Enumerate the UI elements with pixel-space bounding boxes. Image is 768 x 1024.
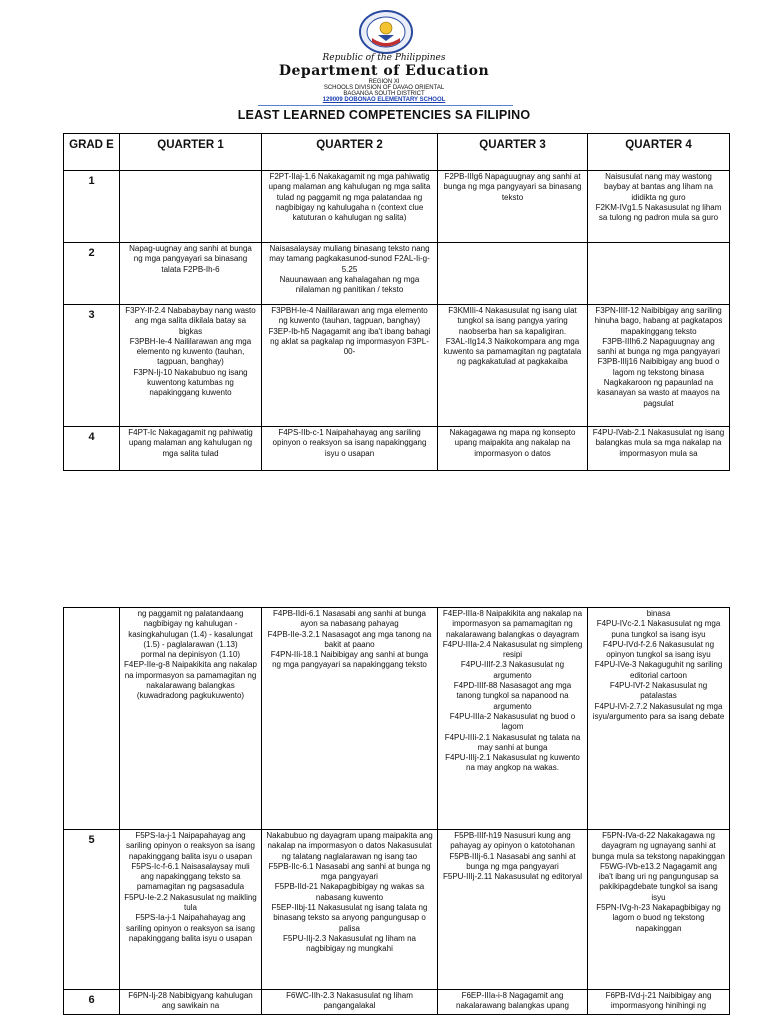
competency-text: F5PB-IIIj-6.1 Nasasabi ang sanhi at bunga ng mga pangyayari <box>449 851 576 871</box>
competency-text: F4PB-IIdi-6.1 Nasasabi ang sanhi at bunga ayon sa nabasang pahayag <box>273 609 426 629</box>
competency-text: Naisusulat nang may wastong baybay at bantas ang liham na ididikta ng guro <box>604 172 713 202</box>
competency-text: binasa <box>646 609 671 618</box>
competency-text: F4EP-IIIa-8 Naipakikita ang nakalap na impormasyon sa pamamagitan ng nakalarawang balangkas o dayagram <box>442 609 583 639</box>
competency-text: F4PU-IIIi-2.1 Nakasusulat ng talata na may sanhi at bunga <box>444 732 581 752</box>
competency-text: F4PS-IIb-c-1 Naipahahayag ang sariling opinyon o reaksyon sa isang napakinggang isyu o usapan <box>272 428 427 458</box>
grade-cell: 3 <box>64 305 120 427</box>
quarter-3-cell <box>438 427 588 471</box>
quarter-3-cell <box>438 990 588 1015</box>
competency-text: F5PN-IVg-h-23 Nakapagbibigay ng lagom o buod ng tekstong napakinggan <box>596 903 721 933</box>
competency-text: F5EP-IIbj-11 Nakasusulat ng isang talata ng binasang teksto sa anyong pangungusap o palisa <box>271 903 428 933</box>
quarter-4-cell <box>588 305 730 427</box>
competency-text: F2KM-IVg1.5 Nakasusulat ng liham sa tulong ng padron mula sa guro <box>595 202 722 223</box>
competency-text: F4PN-IIi-18.1 Naibibigay ang sanhi at bunga ng mga pangyayari sa napakinggang teksto <box>270 650 429 670</box>
district-line: BAGANGA SOUTH DISTRICT <box>343 91 425 97</box>
competency-text: F3KMIIi-4 Nakasusulat ng isang ulat tungkol sa isang pangya yaring naobserba han sa kapaligiran. <box>448 306 577 336</box>
competency-text: F4PU-IVd-f-2.6 Nakasusulat ng opinyon tungkol sa isang isyu <box>602 639 715 660</box>
competency-text: pormal na depinisyon (1.10) <box>140 650 241 660</box>
competency-text: F6WC-IIh-2.3 Nakasusulat ng liham pangangalakal <box>286 991 413 1011</box>
quarter-4-cell <box>588 608 730 830</box>
header-quarter-3: QUARTER 3 <box>438 134 588 171</box>
table-row <box>64 990 730 1015</box>
competency-text: F3PY-If-2.4 Nababaybay nang wasto ang mga salita dikilala batay sa bigkas <box>125 306 256 336</box>
competency-text: F4PU-IVi-2.7.2 Nakasusulat ng mga isyu/argumento para sa isang debate <box>592 701 725 721</box>
republic-line: Republic of the Philippines <box>322 53 446 63</box>
grade-cell: 6 <box>64 990 120 1015</box>
competency-text: F4PU-IIIa-2 Nakasusulat ng buod o lagom <box>449 711 576 732</box>
school-line: 129009 DOBONAO ELEMENTARY SCHOOL <box>322 97 446 103</box>
header-divider <box>258 105 513 106</box>
grade-cell <box>64 608 120 830</box>
grade-cell: 1 <box>64 171 120 243</box>
competency-text: F4PU-IIIf-2.3 Nakasusulat ng argumento <box>460 660 565 680</box>
department-name: Department of Education <box>278 63 490 79</box>
competency-text: F3PN-Ij-10 Nakabubuo ng isang kuwentong katumbas ng napakinggang kuwento <box>133 367 248 398</box>
quarter-3-cell <box>438 243 588 305</box>
competencies-table-page1 <box>63 133 730 471</box>
header-quarter-2: QUARTER 2 <box>262 134 438 171</box>
competency-text: F4PU-IVf-2 Nakasusulat ng patalastas <box>609 681 708 701</box>
table-row <box>64 243 730 305</box>
competency-text: F5PS-Ic-f-6.1 Naisasalaysay muli ang napakinggang teksto sa pamamagitan ng pagsasadula <box>131 861 250 892</box>
grade-cell: 5 <box>64 830 120 990</box>
region-line: REGION XI <box>368 79 400 85</box>
competency-text: F5PU-Ie-2.2 Nakasusulat ng maikling tula <box>124 892 257 913</box>
quarter-3-cell <box>438 830 588 990</box>
quarter-4-cell <box>588 990 730 1015</box>
competency-text: F4PU-IVc-2.1 Nakasusulat ng mga puna tungkol sa isang isyu <box>596 619 721 639</box>
competency-text: F4PU-IIIj-2.1 Nakasusulat ng kuwento na may angkop na wakas. <box>445 753 580 773</box>
competency-text: Nakabubuo ng dayagram upang maipakita ang nakalap na impormasyon o datos Nakasusulat ng talatang naglalarawan ng isang tao <box>266 831 433 861</box>
deped-seal-icon <box>356 8 416 56</box>
letterhead <box>0 0 768 106</box>
competency-text: F5PB-IIc-6.1 Nasasabi ang sanhi at bunga ng mga pangyayari <box>268 861 431 882</box>
quarter-2-cell <box>262 427 438 471</box>
quarter-1-cell <box>120 243 262 305</box>
competency-text: F5PN-IVa-d-22 Nakakagawa ng dayagram ng ugnayang sanhi at bunga mula sa tekstong napakinggan <box>592 831 725 861</box>
quarter-4-cell <box>588 830 730 990</box>
competency-text: F5PB-IId-21 Nakapagbibigay ng wakas sa nabasang kuwento <box>274 882 425 902</box>
quarter-4-cell <box>588 243 730 305</box>
competency-text: F4PT-Ic Nakagagamit ng pahiwatig upang malaman ang kahulugan ng mga salita tulad <box>128 428 253 458</box>
quarter-3-cell <box>438 305 588 427</box>
quarter-1-cell <box>120 171 262 243</box>
table-row <box>64 427 730 471</box>
competency-text: F5PU-IIj-2.3 Nakasusulat ng liham na nagbibigay ng mungkahi <box>283 933 416 954</box>
quarter-2-cell <box>262 305 438 427</box>
competency-text: F2PT-IIaj-1.6 Nakakagamit ng mga pahiwatig upang malaman ang kahulugan ng mga salita tulad ng paggamit ng mga palatandaa ng nagbibigay ng kahulugaha n (context clue katuturan o kahulugan ng salita) <box>268 172 431 223</box>
competency-text: F5WG-IVb-e13.2 Nagagamit ang iba't ibang uri ng pangungusap sa pakikipagdebate tungkol sa isang isyu <box>598 861 719 902</box>
grade-cell: 2 <box>64 243 120 305</box>
grade-cell: 4 <box>64 427 120 471</box>
competency-text: F6PB-IVd-j-21 Naibibigay ang impormasyong hinihingi ng <box>605 991 712 1011</box>
competency-text: F3EP-Ib-h5 Nagagamit ang iba't ibang bahagi ng aklat sa pagkalap ng impormasyon F3PL-00- <box>268 326 431 357</box>
header-quarter-1: QUARTER 1 <box>120 134 262 171</box>
competency-text: F3PB-IIIh6.2 Napaguugnay ang sanhi at bunga ng mga pangyayari <box>597 336 720 357</box>
competency-text: F4PU-IIIa-2.4 Nakasusulat ng simpleng resipi <box>442 639 583 660</box>
competency-text: F6EP-IIIa-i-8 Nagagamit ang nakalarawang balangkas upang <box>456 991 569 1011</box>
division-line: SCHOOLS DIVISION OF DAVAO ORIENTAL <box>323 85 445 91</box>
table-row <box>64 608 730 830</box>
competency-text: F5PB-IIIf-h19 Nasusuri kung ang pahayag ay opinyon o katotohanan <box>450 831 575 851</box>
quarter-1-cell <box>120 608 262 830</box>
quarter-1-cell <box>120 305 262 427</box>
table-row <box>64 305 730 427</box>
quarter-2-cell <box>262 830 438 990</box>
quarter-2-cell <box>262 990 438 1015</box>
quarter-2-cell <box>262 243 438 305</box>
competency-text: ng paggamit ng palatandaang nagbibigay ng kahulugan - kasingkahulugan (1.4) - kasalungat (1.5) - paglalarawan (1.13) <box>128 609 253 649</box>
competency-text: F3PN-IIIf-12 Naibibigay ang sariling hinuha bago, habang at pagkatapos mapakinggang teksto <box>594 306 723 336</box>
competency-text: Nagkakaroon ng papaunlad na kasanayan sa wasto at maayos na pagsulat <box>597 378 720 408</box>
table-row <box>64 171 730 243</box>
quarter-4-cell <box>588 427 730 471</box>
quarter-2-cell <box>262 171 438 243</box>
competency-text: F6PN-Ij-28 Nabibigyang kahulugan ang sawikain na <box>128 991 253 1011</box>
competency-text: F4PD-IIIf-88 Nasasagot ang mga tanong tungkol sa napanood na argumento <box>453 681 572 711</box>
competency-text: F4PU-IVe-3 Nakaguguhit ng sariling editorial cartoon <box>594 660 723 680</box>
competency-text: Nakagagawa ng mapa ng konsepto upang maipakita ang nakalap na impormasyon o datos <box>449 428 576 458</box>
competency-text: F3PB-IIIj16 Naibibigay ang buod o lagom ng tekstong binasa <box>597 357 720 377</box>
competency-text: F5PU-IIIj-2.11 Nakasusulat ng editoryal <box>442 872 583 882</box>
table-row <box>64 830 730 990</box>
header-quarter-4: QUARTER 4 <box>588 134 730 171</box>
competency-text: F4PU-IVab-2.1 Nakasusulat ng isang balangkas mula sa mga nakalap na impormasyon mula sa <box>592 428 725 458</box>
quarter-1-cell <box>120 990 262 1015</box>
quarter-1-cell <box>120 427 262 471</box>
competency-text: F2PB-IIIg6 Napaguugnay ang sanhi at bunga ng mga pangyayari sa binasang teksto <box>443 172 582 202</box>
document-title: LEAST LEARNED COMPETENCIES SA FILIPINO <box>237 108 531 122</box>
competency-text: F5PS-Ia-j-1 Naipahahayag ang sariling opinyon o reaksyon sa isang napakinggang balita isyu o usapan <box>126 913 255 943</box>
header-grade: GRAD E <box>64 134 120 171</box>
competencies-table-page2 <box>63 607 730 1015</box>
competency-text: F4EP-IIe-g-8 Naipakikita ang nakalap na impormasyon sa pamamagitan ng nakalarawang balangkas (kuwadradong pagkukuwento) <box>124 660 257 701</box>
quarter-4-cell <box>588 171 730 243</box>
competency-text: F3PBH-Ie-4 Naililarawan ang mga elemento ng kuwento (tauhan, tagpuan, banghay) <box>271 306 428 326</box>
table-header-row <box>64 134 730 171</box>
quarter-3-cell <box>438 608 588 830</box>
competency-text: F3AL-IIg14.3 Naikokompara ang mga kuwento sa pamamagitan ng pagtatala ng pagkakatulad at pagkakaiba <box>443 336 582 367</box>
quarter-2-cell <box>262 608 438 830</box>
competency-text: Naisasalaysay muliang binasang teksto nang may tamang pagkakasunod-sunod F2AL-Ii-g-5.25 <box>269 244 430 274</box>
competency-text: F4PB-IIe-3.2.1 Nasasagot ang mga tanong na bakit at paano <box>267 629 432 649</box>
quarter-3-cell <box>438 171 588 243</box>
competency-text: F5PS-Ia-j-1 Naipapahayag ang sariling opinyon o reaksyon sa isang napakinggang balita isyu o usapan <box>126 831 255 861</box>
competency-text: F3PBH-Ie-4 Naililarawan ang mga elemento ng kuwento (tauhan, tagpuan, banghay) <box>129 336 252 367</box>
quarter-1-cell <box>120 830 262 990</box>
competency-text: Nauunawaan ang kahalagahan ng mga nilalaman ng panitikan / teksto <box>279 274 420 295</box>
competency-text: Napag-uugnay ang sanhi at bunga ng mga pangyayari sa binasang talata F2PB-Ih-6 <box>129 244 252 274</box>
